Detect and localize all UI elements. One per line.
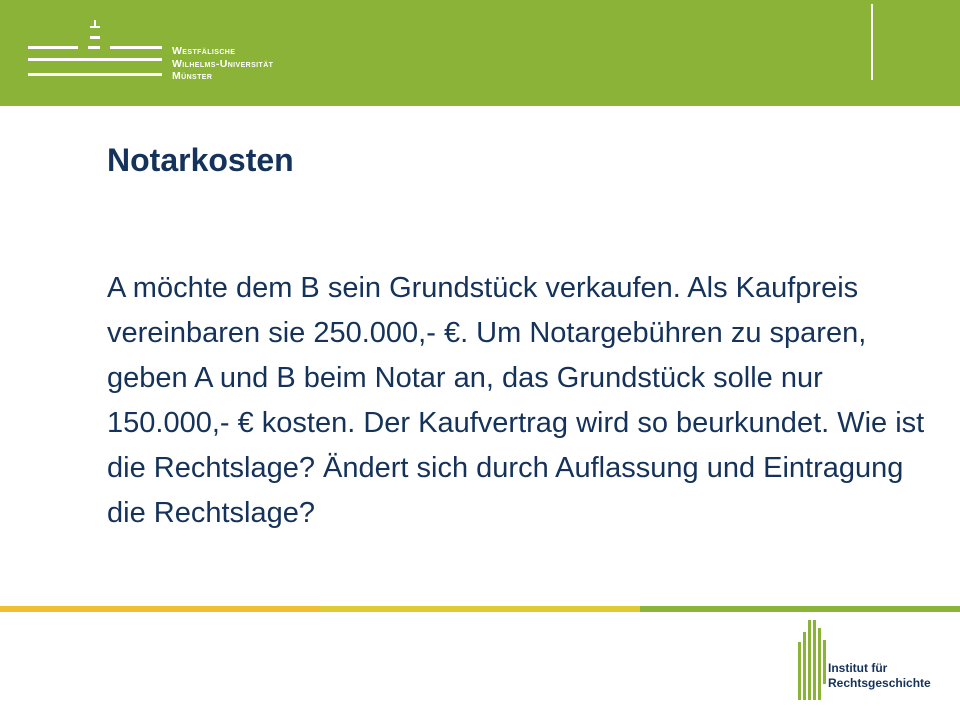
header-divider-line xyxy=(871,4,873,80)
university-name-line: Münster xyxy=(172,70,213,82)
footer-divider-segment xyxy=(640,606,960,612)
university-name-line: Wilhelms-Universität xyxy=(172,57,274,70)
institute-name-line: Rechtsgeschichte xyxy=(828,676,931,690)
slide-body-text: A möchte dem B sein Grundstück verkaufen. Als Kaufpreis vereinbaren sie 250.000,- €. Um Notargebühren zu sparen, geben A und B beim Notar an, das Grundstück solle nur 150.000,- € kosten. Der Kaufvertrag wird so beurkundet. Wie ist die Rechtslage? Ändert sich durch Auflassung und Eintragung die Rechtslage? xyxy=(107,272,925,529)
footer-divider-segment xyxy=(320,606,640,612)
university-name-line: Westfälische xyxy=(172,45,236,57)
wwu-logo-icon xyxy=(28,18,164,84)
university-name xyxy=(172,45,273,83)
slide-title: Notarkosten xyxy=(107,142,294,178)
institute-name-line: Institut für xyxy=(828,661,888,675)
header-banner xyxy=(0,0,960,106)
footer-divider-segment xyxy=(0,606,320,612)
institute-name xyxy=(828,661,931,691)
